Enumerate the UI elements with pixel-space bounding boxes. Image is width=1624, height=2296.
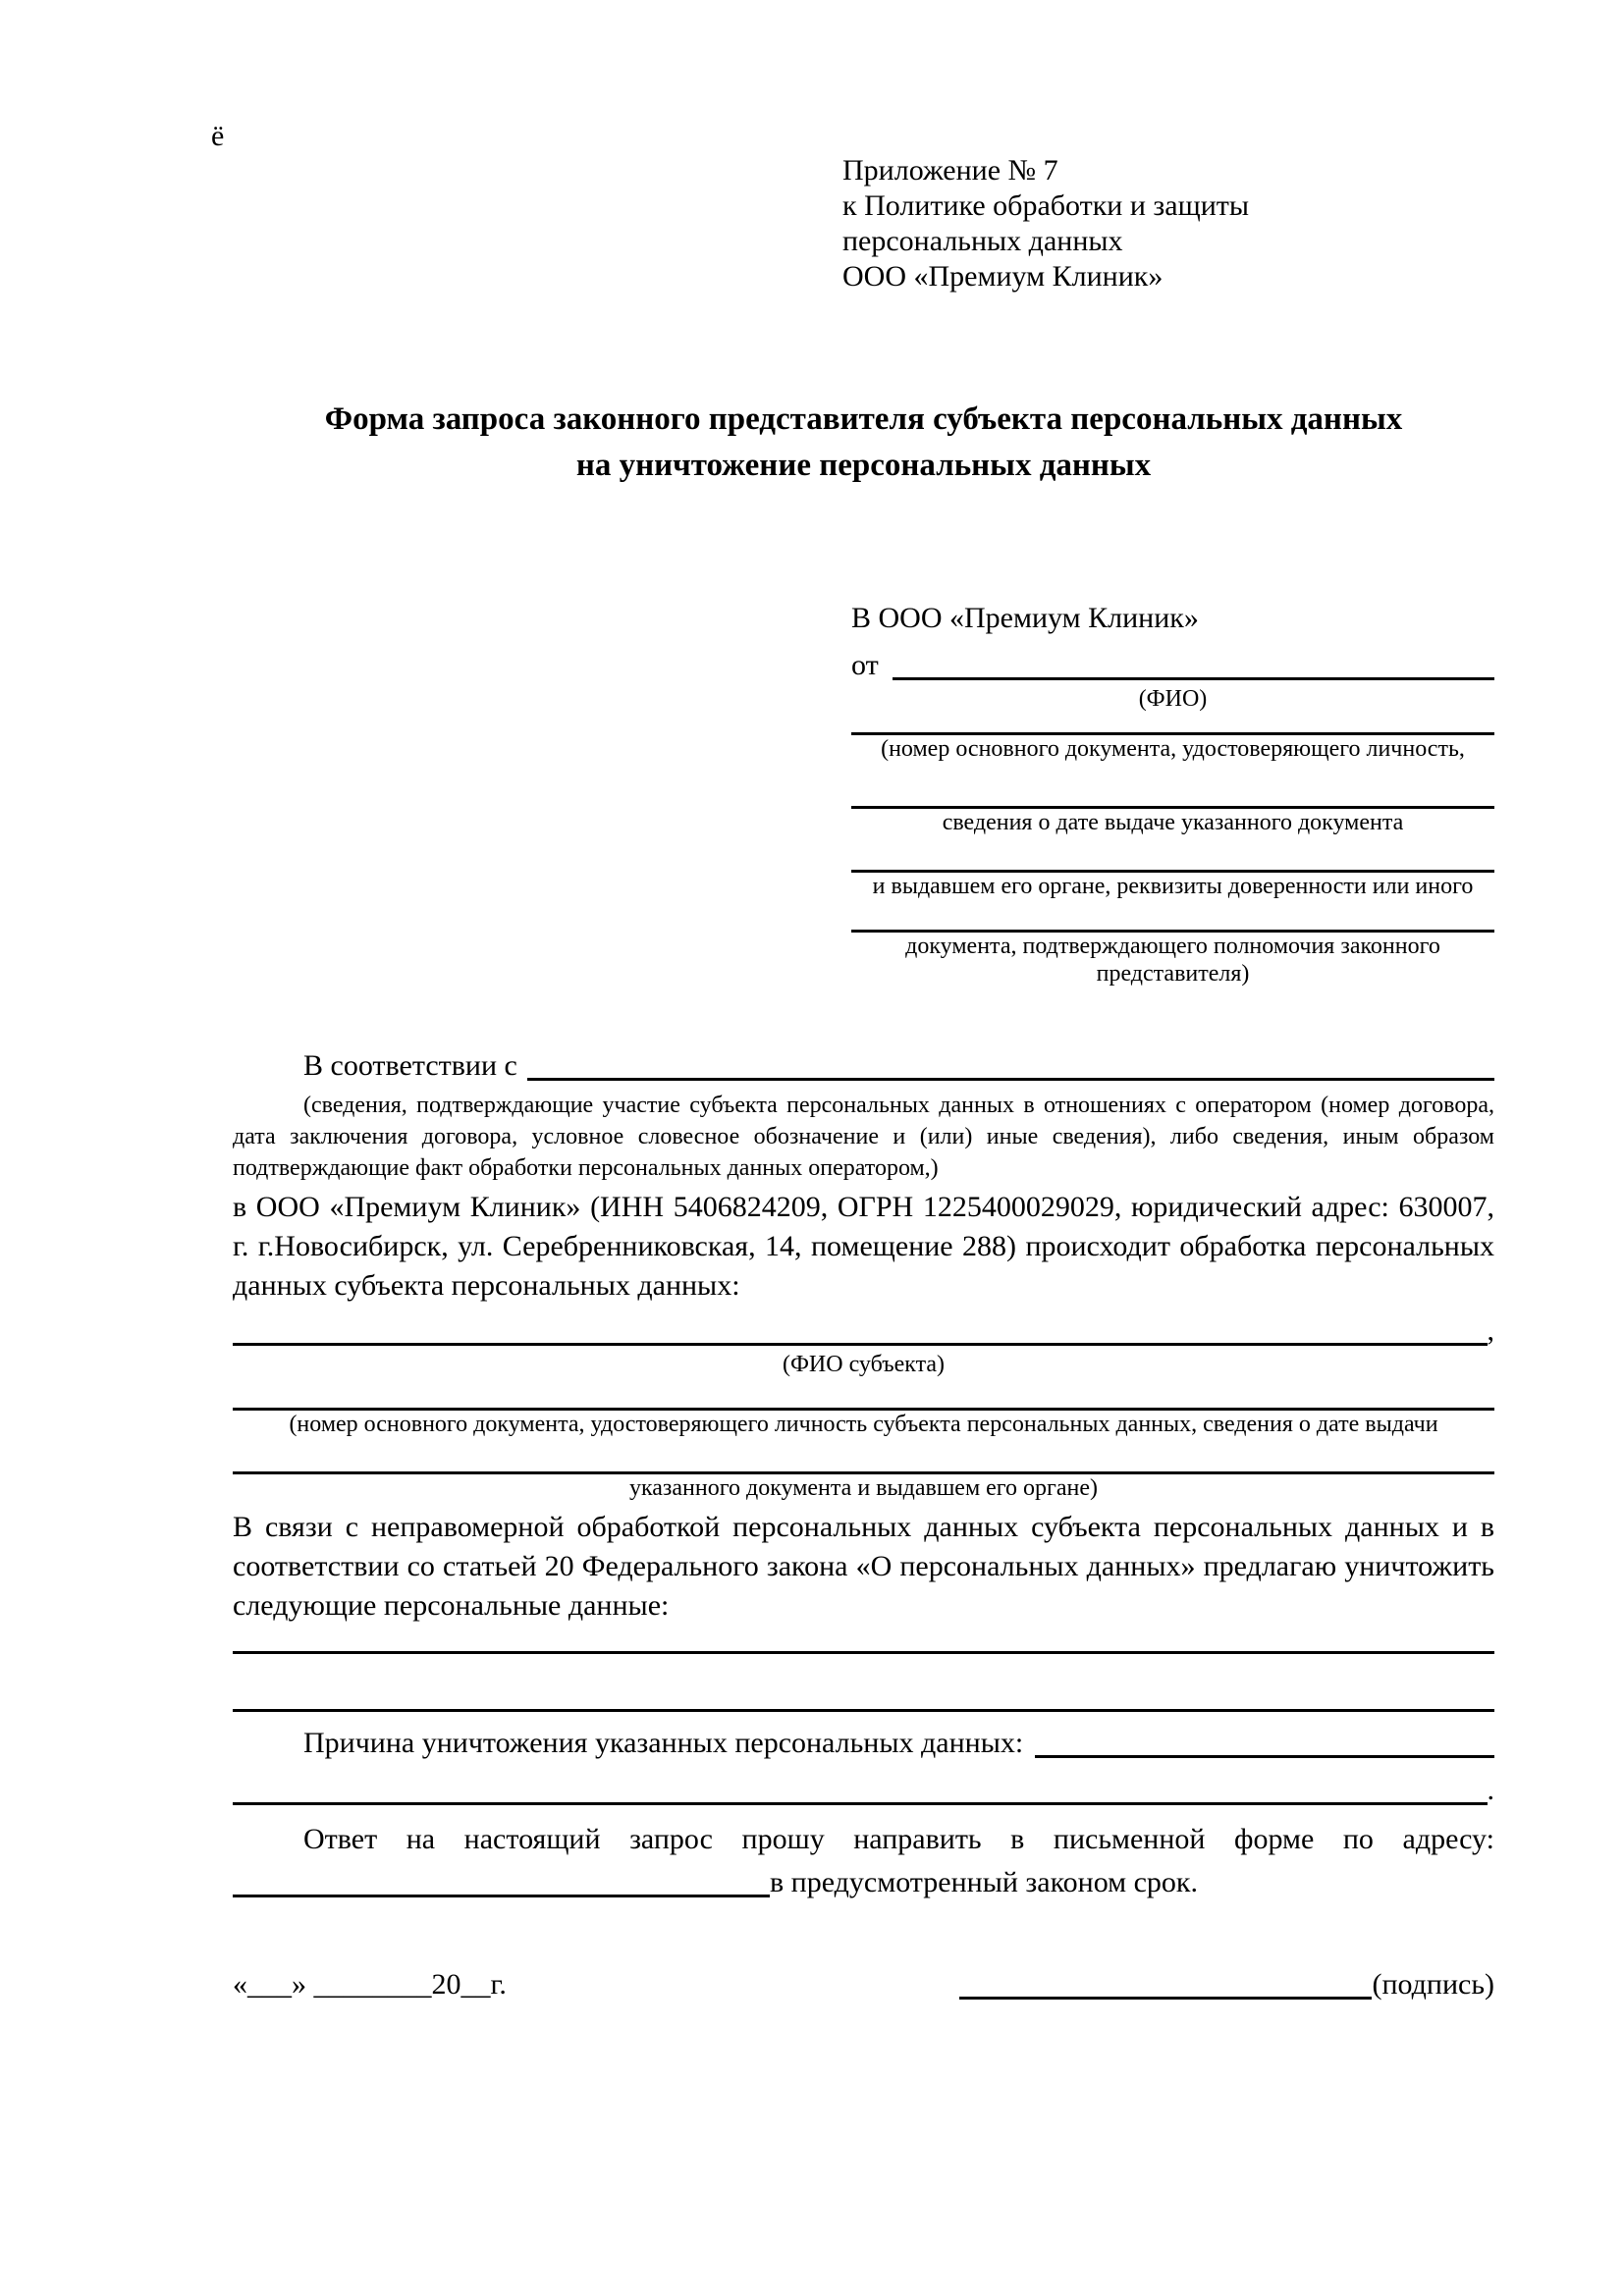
doc-caption-1: (номер основного документа, удостоверяющего личность,	[881, 736, 1465, 762]
stray-character: ё	[211, 120, 225, 152]
accordance-row	[233, 1046, 1494, 1086]
subject-doc-caption-1: (номер основного документа, удостоверяющего личность субъекта персональных данных, сведения о дате выдачи	[289, 1412, 1438, 1437]
form-title	[233, 397, 1494, 489]
signature-caption: (подпись)	[1372, 1968, 1494, 2001]
accordance-lead: В соответствии с	[303, 1049, 517, 1082]
footer-row	[233, 1965, 1494, 2004]
form-title-line-2: на уничтожение персональных данных	[575, 448, 1152, 483]
reason-row	[233, 1724, 1494, 1763]
subject-line-comma: ,	[1487, 1314, 1494, 1347]
fio-caption: (ФИО)	[1138, 686, 1208, 712]
accordance-fill-line	[527, 1046, 1494, 1081]
subject-fio-fill-line	[233, 1343, 1488, 1346]
addressee-block	[851, 599, 1494, 988]
reason-fill-line-2	[233, 1802, 1488, 1805]
appendix-line-4: ООО «Премиум Клиник»	[842, 260, 1164, 293]
appendix-line-2: к Политике обработки и защиты	[842, 189, 1250, 222]
appendix-line-1: Приложение № 7	[842, 154, 1058, 187]
addressee-organization: В ООО «Премиум Клиник»	[851, 602, 1199, 634]
reply-address-fill-line	[233, 1863, 770, 1897]
appendix-line-3: персональных данных	[842, 225, 1123, 257]
reason-fill-line-1	[1035, 1724, 1494, 1758]
subject-doc-caption-2: указанного документа и выдавшем его органе)	[628, 1475, 1099, 1501]
doc-caption-2: сведения о дате выдаче указанного документа	[942, 810, 1404, 835]
operator-paragraph: в ООО «Премиум Клиник» (ИНН 5406824209, ОГРН 1225400029029, юридический адрес: 630007, г. г.Новосибирск, ул. Серебренниковская, 14, помещение 288) происходит обработка персональных данных субъекта персональных данных:	[233, 1191, 1494, 1302]
personal-data-fill-line-1	[233, 1651, 1494, 1654]
fio-fill-line	[893, 646, 1494, 680]
doc-caption-4: документа, подтверждающего полномочия законного представителя)	[905, 934, 1440, 987]
from-row	[851, 646, 1494, 685]
subject-fio-row	[233, 1306, 1494, 1351]
reply-address-row	[233, 1863, 1494, 1902]
demand-paragraph: В связи с неправомерной обработкой персональных данных субъекта персональных данных и в соответствии со статьей 20 Федерального закона «О персональных данных» предлагаю уничтожить следующие персональные данные:	[233, 1511, 1494, 1622]
reason-lead: Причина уничтожения указанных персональных данных:	[303, 1727, 1024, 1759]
reply-lead: Ответ на настоящий запрос прошу направить в письменной форме по адресу:	[303, 1823, 1494, 1855]
from-label: от	[851, 649, 879, 681]
subject-fio-caption: (ФИО субъекта)	[782, 1352, 946, 1377]
date-blank: «___» ________20__г.	[233, 1968, 507, 2001]
personal-data-fill-line-2	[233, 1709, 1494, 1712]
signature-fill-line	[959, 1997, 1372, 2000]
form-title-line-1: Форма запроса законного представителя субъекта персональных данных	[324, 401, 1403, 437]
reply-tail: в предусмотренный законом срок.	[770, 1866, 1198, 1898]
accordance-note: (сведения, подтверждающие участие субъекта персональных данных в отношениях с оператором (номер договора, дата заключения договора, условное словесное обозначение и (или) иные сведения), либо сведения, иным образом подтверждающие факт обработки персональных данных оператором,)	[233, 1093, 1494, 1181]
reason-continuation-row	[233, 1763, 1494, 1810]
appendix-block	[842, 0, 1624, 294]
reason-period: .	[1487, 1774, 1494, 1806]
doc-caption-3: и выдавшем его органе, реквизиты доверенности или иного	[872, 874, 1474, 899]
